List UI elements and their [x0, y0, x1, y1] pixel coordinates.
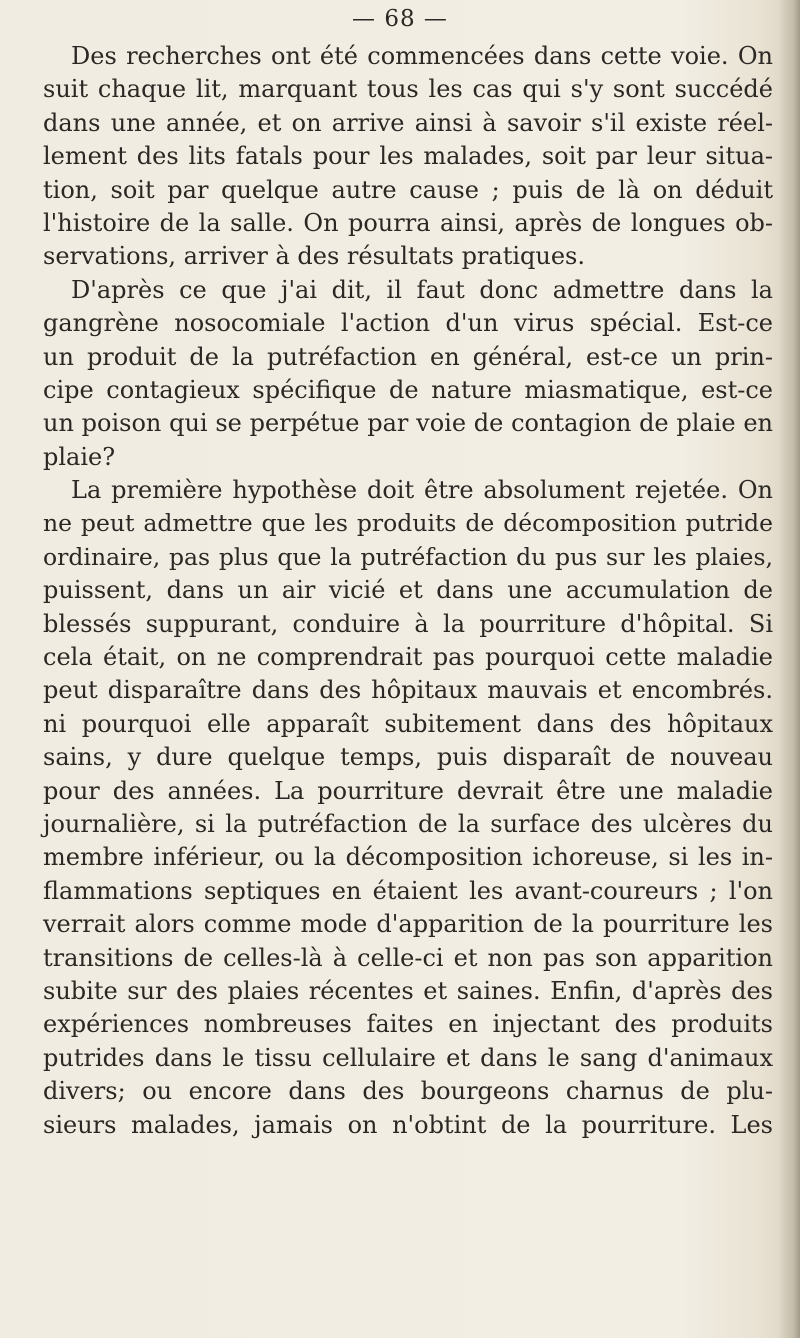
text-line: divers; ou encore dans des bourgeons charnus de plu-	[43, 1077, 773, 1106]
page-edge-shadow	[778, 0, 800, 1338]
text-line: membre inférieur, ou la décomposition ichoreuse, si les in-	[43, 843, 773, 872]
page-number: — 68 —	[352, 6, 448, 32]
text-line: flammations septiques en étaient les avant-coureurs ; l'on	[43, 876, 773, 905]
text-line: putrides dans le tissu cellulaire et dans le sang d'animaux	[43, 1043, 773, 1072]
text-line: verrait alors comme mode d'apparition de la pourriture les	[43, 910, 773, 939]
body-text	[43, 40, 773, 1142]
text-line: servations, arriver à des résultats pratiques.	[43, 242, 586, 271]
text-line: Des recherches ont été commencées dans cette voie. On	[71, 42, 773, 70]
text-line: un produit de la putréfaction en général, est-ce un prin-	[43, 342, 773, 371]
text-line: plaie?	[43, 442, 116, 471]
text-line: D'après ce que j'ai dit, il faut donc admettre dans la	[71, 275, 773, 304]
text-line: ne peut admettre que les produits de décomposition putride	[43, 509, 773, 538]
text-line: suit chaque lit, marquant tous les cas qui s'y sont succédé	[43, 75, 773, 104]
text-line: transitions de celles-là à celle-ci et non pas son apparition	[43, 943, 773, 972]
text-line: dans une année, et on arrive ainsi à savoir s'il existe réel-	[43, 108, 773, 137]
text-line: expériences nombreuses faites en injectant des produits	[43, 1010, 773, 1039]
text-line: gangrène nosocomiale l'action d'un virus spécial. Est-ce	[43, 309, 773, 338]
text-line: un poison qui se perpétue par voie de contagion de plaie en	[43, 409, 773, 438]
text-line: blessés suppurant, conduire à la pourriture d'hôpital. Si	[43, 609, 773, 638]
text-line: subite sur des plaies récentes et saines. Enfin, d'après des	[43, 976, 773, 1005]
text-line: cela était, on ne comprendrait pas pourquoi cette maladie	[43, 643, 773, 672]
text-line: La première hypothèse doit être absolument rejetée. On	[71, 476, 773, 505]
text-line: ni pourquoi elle apparaît subitement dans des hôpitaux	[43, 709, 773, 738]
text-line: peut disparaître dans des hôpitaux mauvais et encombrés.	[43, 676, 773, 705]
text-line: ordinaire, pas plus que la putréfaction du pus sur les plaies,	[43, 542, 773, 571]
text-line: cipe contagieux spécifique de nature miasmatique, est-ce	[43, 375, 773, 404]
text-line: sains, y dure quelque temps, puis disparaît de nouveau	[43, 743, 773, 772]
text-line: lement des lits fatals pour les malades, soit par leur situa-	[43, 142, 773, 171]
text-line: tion, soit par quelque autre cause ; puis de là on déduit	[43, 175, 773, 204]
text-line: l'histoire de la salle. On pourra ainsi, après de longues ob-	[43, 208, 773, 237]
text-line: pour des années. La pourriture devrait être une maladie	[43, 776, 773, 805]
text-line: puissent, dans un air vicié et dans une accumulation de	[43, 576, 773, 605]
text-line: sieurs malades, jamais on n'obtint de la pourriture. Les	[43, 1110, 773, 1139]
text-line: journalière, si la putréfaction de la surface des ulcères du	[43, 809, 773, 838]
